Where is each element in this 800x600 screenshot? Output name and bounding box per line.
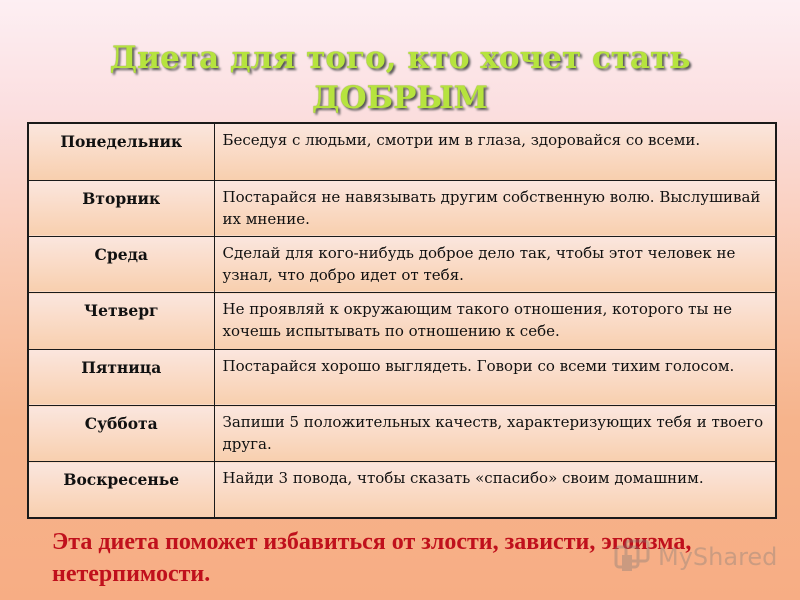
watermark-text: MyShared bbox=[658, 543, 778, 571]
day-cell: Пятница bbox=[28, 349, 214, 405]
footer-text: Эта диета поможет избавиться от злости, зависти, эгоизма, нетерпимости. bbox=[52, 529, 692, 587]
day-cell: Вторник bbox=[28, 180, 214, 236]
watermark bbox=[612, 537, 777, 577]
day-cell: Среда bbox=[28, 236, 214, 292]
advice-cell: Запиши 5 положительных качеств, характеризующих тебя и твоего друга. bbox=[214, 406, 776, 462]
table-row bbox=[28, 406, 776, 462]
diet-table bbox=[27, 122, 777, 519]
advice-cell: Не проявляй к окружающим такого отношения, которого ты не хочешь испытывать по отношению к себе. bbox=[214, 293, 776, 349]
title-line-2: ДОБРЫМ bbox=[312, 80, 488, 116]
table-row bbox=[28, 180, 776, 236]
table-row bbox=[28, 236, 776, 292]
advice-cell: Постарайся хорошо выглядеть. Говори со всеми тихим голосом. bbox=[214, 349, 776, 405]
advice-cell: Беседуя с людьми, смотри им в глаза, здоровайся со всеми. bbox=[214, 123, 776, 180]
myshared-logo-icon bbox=[612, 537, 652, 577]
day-cell: Четверг bbox=[28, 293, 214, 349]
table-row bbox=[28, 349, 776, 405]
table-row bbox=[28, 462, 776, 518]
table-row bbox=[28, 123, 776, 180]
day-cell: Воскресенье bbox=[28, 462, 214, 518]
title-line-1: Диета для того, кто хочет стать bbox=[109, 40, 691, 76]
advice-cell: Постарайся не навязывать другим собственную волю. Выслушивай их мнение. bbox=[214, 180, 776, 236]
table-row bbox=[28, 293, 776, 349]
advice-cell: Сделай для кого-нибудь доброе дело так, чтобы этот человек не узнал, что добро идет от тебя. bbox=[214, 236, 776, 292]
day-cell: Понедельник bbox=[28, 123, 214, 180]
day-cell: Суббота bbox=[28, 406, 214, 462]
advice-cell: Найди 3 повода, чтобы сказать «спасибо» своим домашним. bbox=[214, 462, 776, 518]
slide-title bbox=[0, 38, 800, 118]
